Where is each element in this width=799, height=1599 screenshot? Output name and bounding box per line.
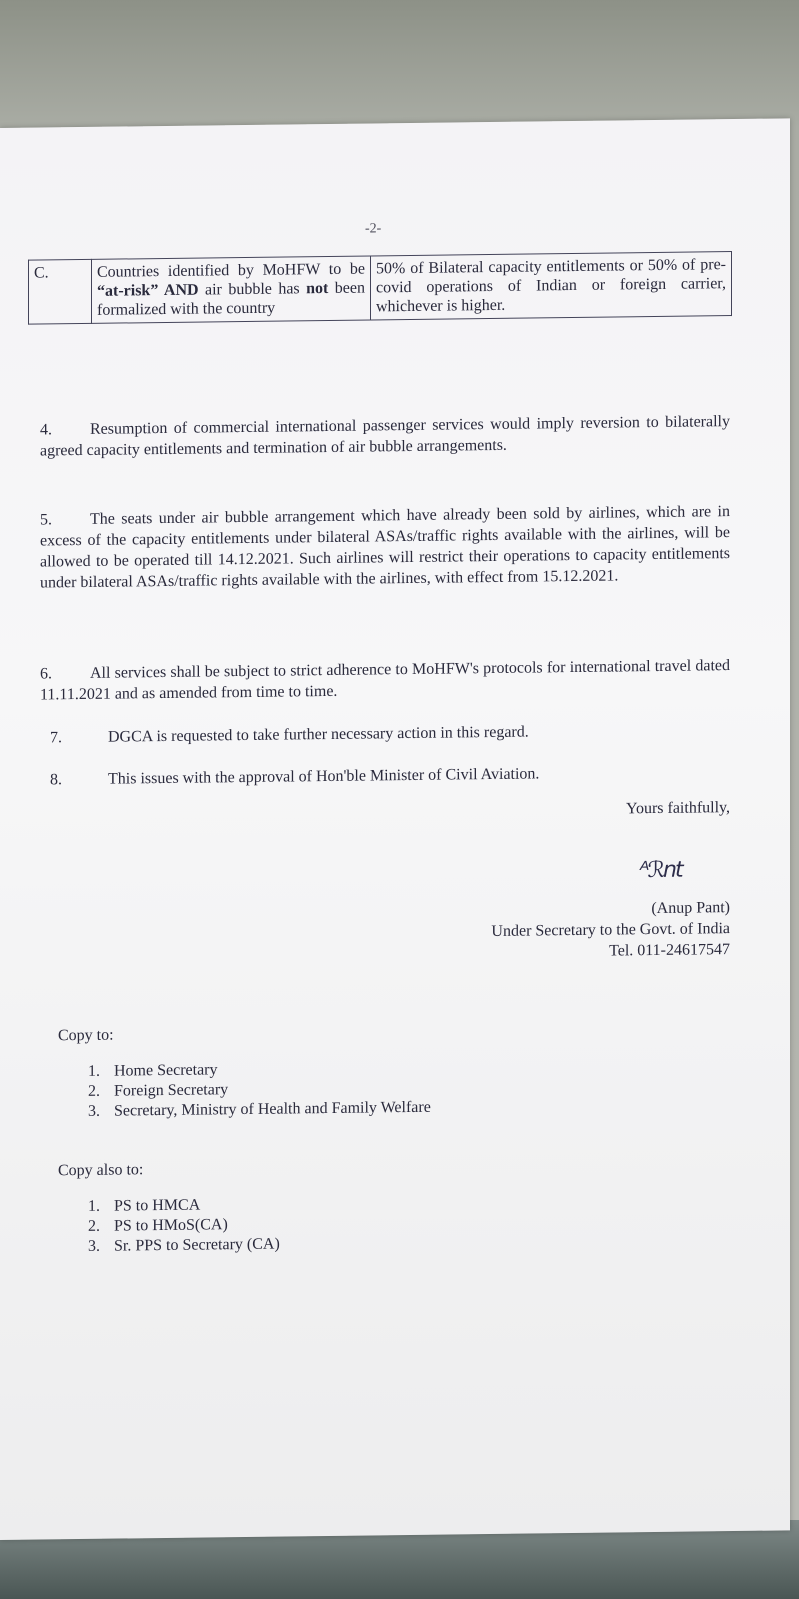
handwritten-signature: ᴬℛnt	[640, 857, 682, 884]
criteria-cell	[92, 256, 371, 323]
row-label: C.	[29, 259, 92, 324]
list-number: 1.	[88, 1062, 100, 1080]
closing-salutation: Yours faithfully,	[625, 799, 730, 818]
paragraph-number: 4.	[40, 421, 52, 439]
paragraph-text: This issues with the approval of Hon'ble Minister of Civil Aviation.	[108, 765, 540, 788]
criteria-emphasis: not	[306, 279, 329, 298]
entitlement-table	[28, 251, 732, 325]
list-item	[88, 1098, 431, 1122]
list-number: 2.	[88, 1082, 100, 1100]
list-number: 1.	[88, 1197, 100, 1215]
table-row	[29, 252, 732, 325]
list-item	[88, 1215, 280, 1237]
copy-also-to-list	[88, 1195, 280, 1257]
list-text: Home Secretary	[114, 1061, 218, 1080]
paragraph-6	[40, 655, 730, 705]
paragraph-text: DGCA is requested to take further necessary action in this regard.	[108, 723, 529, 746]
criteria-text: air bubble has	[198, 280, 307, 299]
copy-to-heading: Copy to:	[58, 1026, 114, 1045]
capacity-cell: 50% of Bilateral capacity entitlements or 50% of pre-covid operations of Indian or foreign carrier, whichever is higher.	[371, 252, 732, 320]
paragraph-number: 7.	[50, 729, 62, 747]
paragraph-5	[40, 501, 730, 593]
signatory-name: (Anup Pant)	[651, 899, 730, 918]
signatory-telephone: Tel. 011-24617547	[609, 941, 730, 960]
paragraph-text: The seats under air bubble arrangement which have already been sold by airlines, which are in excess of the capacity entitlements under bilateral ASAs/traffic rights available with the airlines, will be allowed to be operated till 14.12.2021. Such airlines will restrict their operations to capacity entitlements under bilateral ASAs/traffic rights available with the airlines, with effect from 15.12.2021.	[40, 503, 730, 592]
paragraph-number: 8.	[50, 771, 62, 789]
list-number: 2.	[88, 1217, 100, 1235]
criteria-emphasis: “at-risk” AND	[97, 281, 199, 300]
list-text: Foreign Secretary	[114, 1081, 229, 1100]
list-text: PS to HMoS(CA)	[114, 1216, 228, 1235]
list-item	[88, 1195, 280, 1217]
paragraph-4	[40, 411, 730, 461]
page-number: -2-	[365, 221, 382, 237]
paragraph-7	[40, 719, 730, 748]
criteria-text: been formalized with the country	[97, 279, 366, 319]
copy-also-to-heading: Copy also to:	[58, 1161, 144, 1180]
paragraph-text: Resumption of commercial international passenger services would imply reversion to bilaterally agreed capacity entitlements and termination of air bubble arrangements.	[40, 413, 730, 460]
list-number: 3.	[88, 1102, 100, 1120]
copy-to-list	[88, 1058, 431, 1122]
signatory-designation: Under Secretary to the Govt. of India	[491, 920, 730, 940]
list-item	[88, 1235, 280, 1257]
list-text: Secretary, Ministry of Health and Family Welfare	[114, 1098, 431, 1120]
paragraph-number: 5.	[40, 511, 52, 529]
paragraph-8	[40, 761, 730, 790]
list-text: Sr. PPS to Secretary (CA)	[114, 1235, 280, 1255]
signature-block	[491, 897, 730, 963]
paragraph-number: 6.	[40, 665, 52, 683]
list-number: 3.	[88, 1237, 100, 1255]
paragraph-text: All services shall be subject to strict adherence to MoHFW's protocols for international travel dated 11.11.2021 and as amended from time to time.	[40, 657, 730, 704]
criteria-text: Countries identified by MoHFW to be	[97, 260, 365, 281]
document-page	[0, 118, 790, 1540]
list-text: PS to HMCA	[114, 1196, 201, 1215]
